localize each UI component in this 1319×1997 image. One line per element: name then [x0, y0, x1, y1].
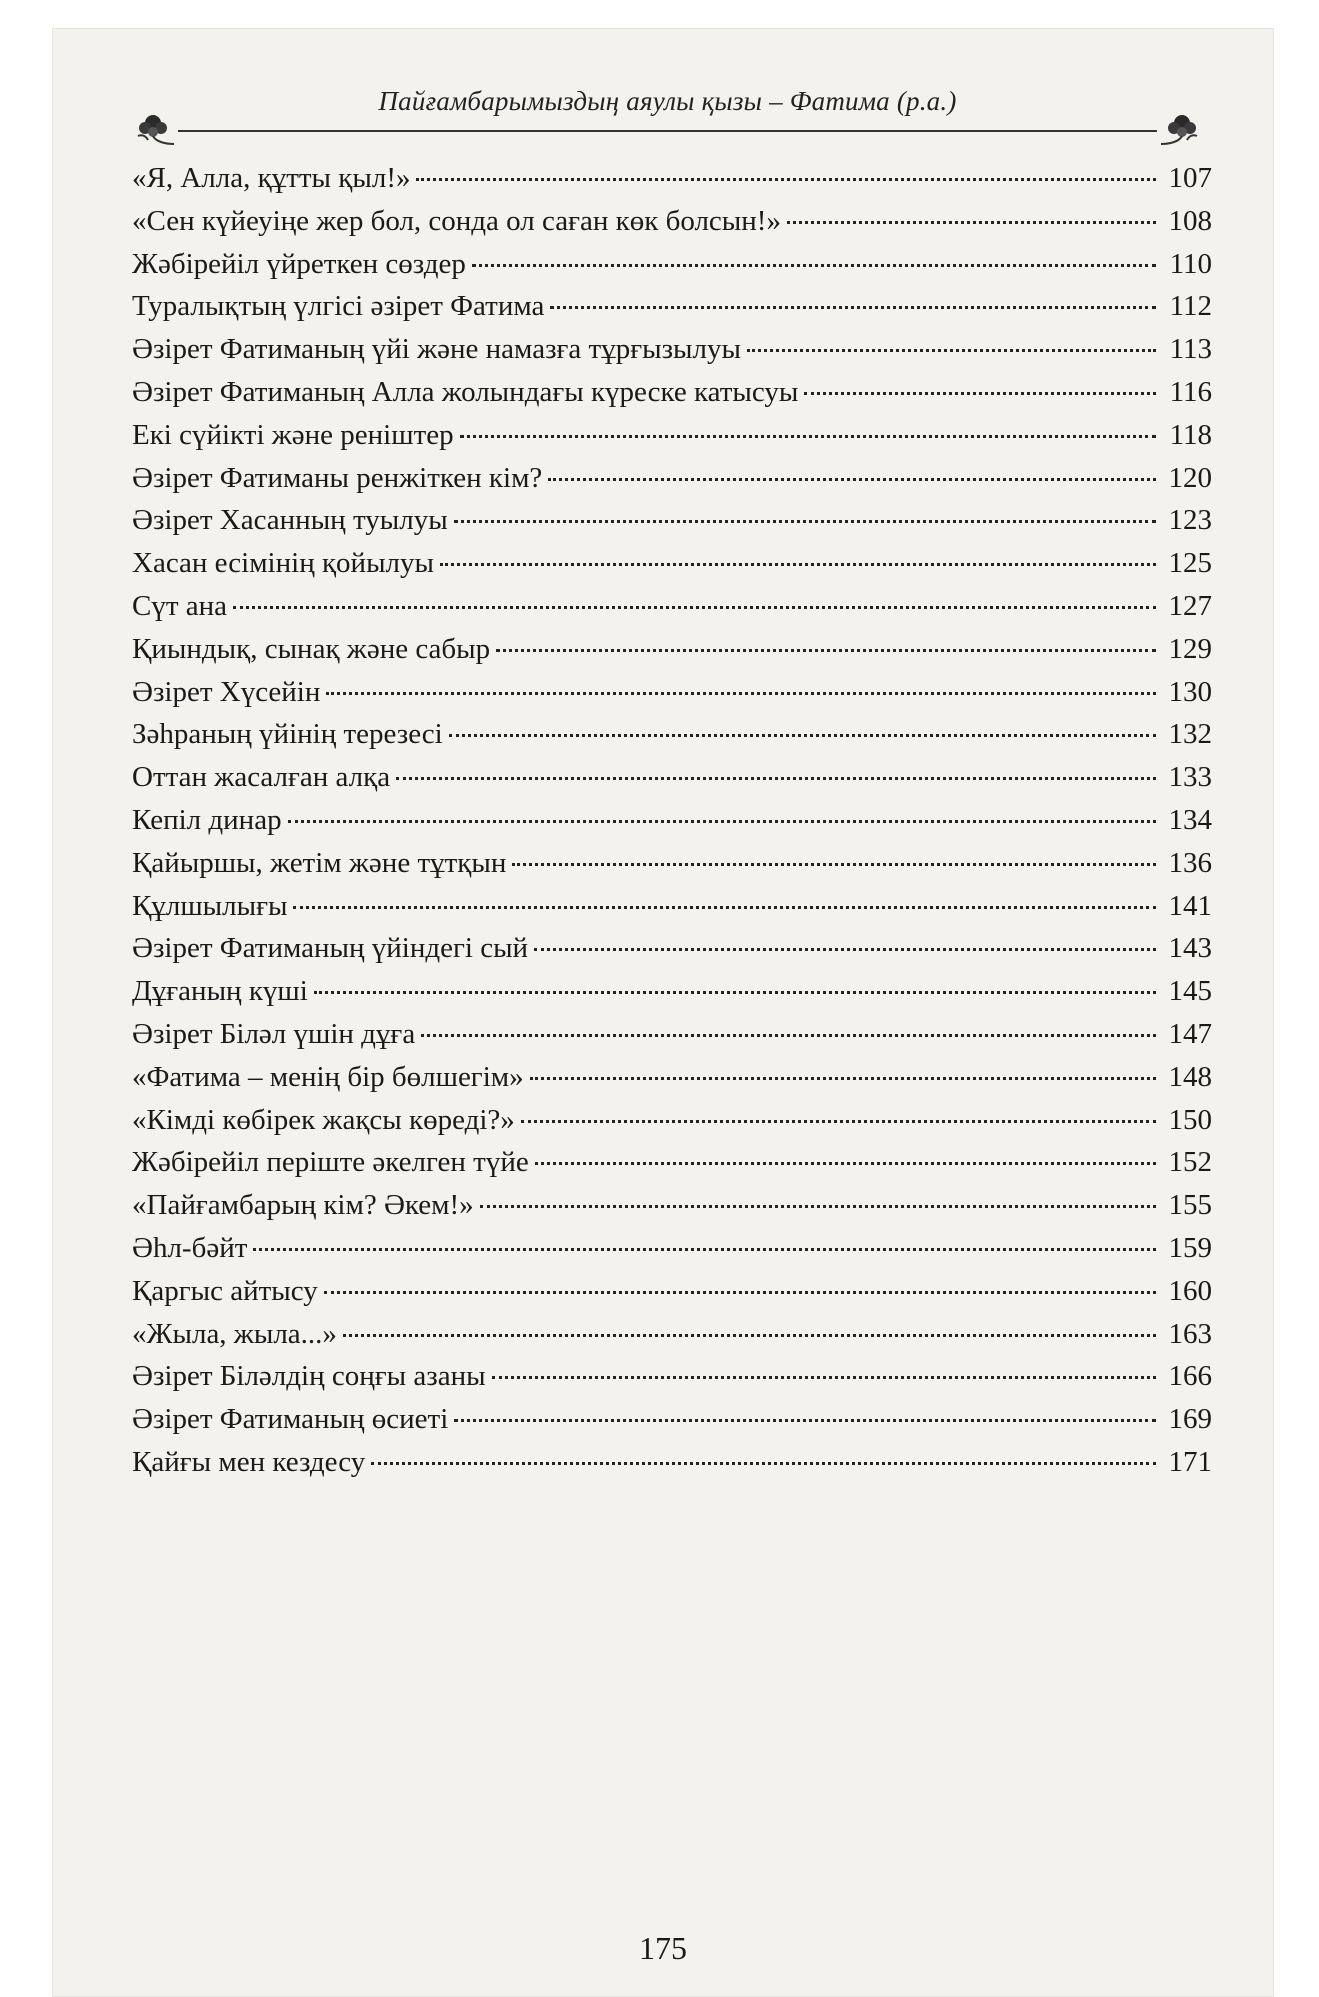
dot-leader — [454, 1419, 1156, 1422]
dot-leader — [550, 306, 1156, 309]
toc-entry-page: 169 — [1168, 1403, 1212, 1436]
dot-leader — [253, 1248, 1156, 1251]
toc-entry-page: 159 — [1168, 1231, 1212, 1264]
toc-entry — [132, 590, 1212, 633]
toc-entry — [132, 975, 1212, 1018]
toc-entry-title: Әзірет Фатиманың өсиеті — [132, 1403, 449, 1436]
toc-entry-title: «Пайғамбарың кім? Әкем!» — [132, 1189, 474, 1222]
dot-leader — [512, 863, 1156, 866]
dot-leader — [293, 906, 1156, 909]
toc-entry-title: Сүт ана — [132, 589, 228, 622]
toc-entry-page: 127 — [1168, 589, 1212, 622]
dot-leader — [449, 734, 1156, 737]
toc-entry — [132, 290, 1212, 333]
toc-entry-title: Қаргыс айтысу — [132, 1274, 318, 1307]
dot-leader — [396, 777, 1156, 780]
toc-entry-title: «Я, Алла, құтты қыл!» — [132, 162, 411, 194]
dot-leader — [440, 563, 1156, 566]
toc-entry — [132, 205, 1212, 248]
dot-leader — [343, 1334, 1156, 1337]
dot-leader — [535, 1162, 1156, 1165]
toc-entry-page: 130 — [1168, 675, 1212, 708]
toc-entry — [132, 1061, 1212, 1104]
flower-ornament-icon — [1159, 106, 1205, 152]
toc-entry — [132, 419, 1212, 462]
toc-entry-title: Әзірет Хүсейін — [132, 675, 321, 708]
toc-entry — [132, 1275, 1212, 1318]
toc-entry — [132, 1232, 1212, 1275]
dot-leader — [324, 1291, 1156, 1294]
toc-entry-page: 108 — [1168, 204, 1212, 237]
toc-entry — [132, 248, 1212, 291]
toc-entry-title: Қиындық, сынақ және сабыр — [132, 632, 491, 665]
page-number: 175 — [639, 1930, 687, 1966]
toc-entry-title: Оттан жасалған алқа — [132, 761, 391, 794]
toc-entry-page: 110 — [1169, 247, 1212, 280]
toc-entry-page: 133 — [1168, 761, 1212, 794]
toc-entry-title: Әзірет Біләлдің соңғы азаны — [132, 1360, 486, 1393]
toc-entry-page: 116 — [1169, 375, 1212, 408]
toc-entry — [132, 1446, 1212, 1489]
toc-entry-title: Әзірет Біләл үшін дұға — [132, 1017, 416, 1050]
toc-entry-title: Әзірет Фатиманың үйіндегі сый — [132, 932, 529, 965]
toc-entry-title: Әзірет Хасанның туылуы — [132, 504, 448, 537]
toc-entry-title: Туралықтың үлгісі әзірет Фатима — [132, 290, 545, 323]
toc-entry-page: 107 — [1168, 162, 1212, 194]
header-rule — [178, 130, 1157, 132]
toc-entry-title: Қайыршы, жетім және тұтқын — [132, 846, 507, 879]
toc-entry-page: 129 — [1168, 632, 1212, 665]
toc-entry — [132, 504, 1212, 547]
dot-leader — [548, 478, 1156, 481]
toc-entry — [132, 676, 1212, 719]
toc-entry-page: 125 — [1168, 547, 1212, 580]
toc-entry-title: «Кімді көбірек жақсы көреді?» — [132, 1103, 515, 1136]
toc-entry-title: Зәһраның үйінің терезесі — [132, 718, 443, 751]
toc-entry-page: 143 — [1168, 932, 1212, 965]
dot-leader — [804, 392, 1156, 395]
dot-leader — [371, 1462, 1156, 1465]
toc-entry — [132, 761, 1212, 804]
toc-entry-title: «Фатима – менің бір бөлшегім» — [132, 1060, 524, 1093]
dot-leader — [421, 1034, 1156, 1037]
dot-leader — [787, 221, 1156, 224]
toc-entry-page: 152 — [1168, 1146, 1212, 1179]
dot-leader — [314, 991, 1156, 994]
dot-leader — [747, 349, 1156, 352]
toc-entry — [132, 1403, 1212, 1446]
toc-entry-title: Жәбірейіл періште әкелген түйе — [132, 1146, 529, 1179]
toc-entry-title: Әһл-бәйт — [132, 1231, 248, 1264]
dot-leader — [530, 1077, 1156, 1080]
toc-entry-title: Әзірет Фатиманың үйі және намазға тұрғызылуы — [132, 333, 741, 366]
toc-entry-title: Құлшылығы — [132, 889, 288, 922]
toc-entry-title: Қайғы мен кездесу — [132, 1445, 366, 1478]
dot-leader — [233, 606, 1156, 609]
toc-entry — [132, 376, 1212, 419]
header-title: Пайғамбарымыздың аяулы қызы – Фатима (р.а.) — [378, 86, 957, 116]
dot-leader — [416, 178, 1156, 181]
dot-leader — [496, 649, 1156, 652]
toc-entry-page: 166 — [1168, 1360, 1212, 1393]
toc-entry — [132, 932, 1212, 975]
toc-entry-page: 150 — [1168, 1103, 1212, 1136]
dot-leader — [326, 692, 1156, 695]
toc-entry-title: Хасан есімінің қойылуы — [132, 547, 435, 580]
dot-leader — [534, 948, 1156, 951]
toc-entry-page: 171 — [1168, 1445, 1212, 1478]
toc-entry — [132, 1104, 1212, 1147]
toc-entry-page: 123 — [1168, 504, 1212, 537]
toc-entry-page: 113 — [1169, 333, 1212, 366]
toc-entry — [132, 462, 1212, 505]
toc-entry-title: Дұғаның күші — [132, 975, 308, 1008]
dot-leader — [521, 1120, 1156, 1123]
toc-entry — [132, 633, 1212, 676]
toc-entry — [132, 1146, 1212, 1189]
dot-leader — [454, 520, 1156, 523]
toc-entry-page: 118 — [1169, 418, 1212, 451]
toc-entry-page: 120 — [1168, 461, 1212, 494]
toc-entry-page: 132 — [1168, 718, 1212, 751]
toc-entry — [132, 1360, 1212, 1403]
running-header — [130, 78, 1205, 138]
toc-entry — [132, 1318, 1212, 1361]
book-page — [52, 28, 1274, 1997]
toc-entry — [132, 547, 1212, 590]
toc-entry-page: 163 — [1168, 1317, 1212, 1350]
toc-entry — [132, 1018, 1212, 1061]
toc-entry-title: Екі сүйікті және реніштер — [132, 418, 454, 451]
toc-entry — [132, 847, 1212, 890]
toc-entry-title: Кепіл динар — [132, 803, 282, 836]
toc-entry-page: 147 — [1168, 1017, 1212, 1050]
toc-entry-page: 134 — [1168, 803, 1212, 836]
dot-leader — [288, 820, 1156, 823]
toc-entry-page: 155 — [1168, 1189, 1212, 1222]
toc-entry-page: 141 — [1168, 889, 1212, 922]
toc-entry-page: 148 — [1168, 1060, 1212, 1093]
toc-entry — [132, 718, 1212, 761]
toc-entry-title: Жәбірейіл үйреткен сөздер — [132, 247, 466, 280]
dot-leader — [472, 264, 1156, 267]
toc-entry-page: 160 — [1168, 1274, 1212, 1307]
toc-entry-page: 136 — [1168, 846, 1212, 879]
dot-leader — [492, 1376, 1156, 1379]
toc-entry — [132, 162, 1212, 205]
dot-leader — [480, 1205, 1156, 1208]
toc-entry-page: 112 — [1169, 290, 1212, 323]
dot-leader — [460, 435, 1156, 438]
toc-entry-title: Әзірет Фатиманы ренжіткен кім? — [132, 461, 543, 494]
table-of-contents — [132, 162, 1212, 1489]
toc-entry — [132, 804, 1212, 847]
toc-entry — [132, 1189, 1212, 1232]
toc-entry-title: «Жыла, жыла...» — [132, 1317, 337, 1350]
toc-entry-title: Әзірет Фатиманың Алла жолындағы күреске катысуы — [132, 375, 799, 408]
toc-entry — [132, 890, 1212, 933]
toc-entry-title: «Сен күйеуіңе жер бол, сонда ол саған көк болсын!» — [132, 204, 781, 237]
toc-entry-page: 145 — [1168, 975, 1212, 1008]
toc-entry — [132, 333, 1212, 376]
